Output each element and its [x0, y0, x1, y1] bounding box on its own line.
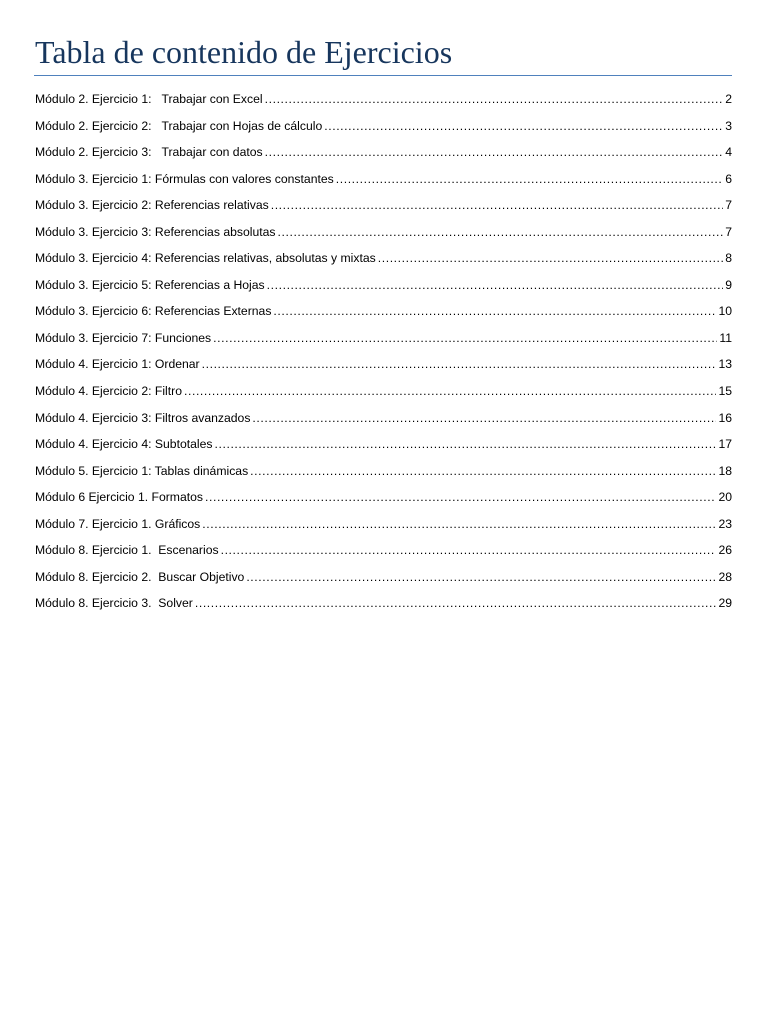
toc-entry[interactable]: [35, 464, 732, 491]
toc-entry-page: 15: [718, 384, 732, 399]
toc-entry-page: 17: [718, 437, 732, 452]
toc-dot-leader: [273, 304, 716, 318]
toc-entry-page: 13: [718, 357, 732, 372]
toc-entry[interactable]: [35, 411, 732, 438]
toc-entry[interactable]: [35, 570, 732, 597]
toc-entry-label: Módulo 2. Ejercicio 2: Trabajar con Hojas de cálculo: [35, 118, 323, 133]
toc-dot-leader: [278, 225, 724, 239]
toc-dot-leader: [267, 278, 724, 292]
toc-list: [35, 92, 732, 623]
toc-dot-leader: [221, 543, 717, 557]
toc-entry-page: 7: [725, 224, 732, 239]
toc-entry-page: 7: [725, 198, 732, 213]
toc-entry-label: Módulo 3. Ejercicio 1: Fórmulas con valores constantes: [35, 171, 334, 186]
toc-entry[interactable]: [35, 304, 732, 331]
toc-entry[interactable]: [35, 357, 732, 384]
toc-entry-page: 8: [725, 251, 732, 266]
toc-entry-page: 28: [718, 569, 732, 584]
toc-entry-page: 9: [725, 277, 732, 292]
toc-entry[interactable]: [35, 251, 732, 278]
toc-entry-label: Módulo 5. Ejercicio 1: Tablas dinámicas: [35, 463, 249, 478]
toc-entry-page: 29: [718, 596, 732, 611]
title-underline: [34, 75, 732, 76]
toc-dot-leader: [195, 596, 717, 610]
toc-entry-label: Módulo 3. Ejercicio 3: Referencias absolutas: [35, 224, 276, 239]
toc-entry-page: 6: [725, 171, 732, 186]
toc-entry-label: Módulo 7. Ejercicio 1. Gráficos: [35, 516, 201, 531]
toc-entry[interactable]: [35, 172, 732, 199]
toc-dot-leader: [252, 411, 716, 425]
toc-dot-leader: [324, 119, 723, 133]
toc-dot-leader: [265, 145, 724, 159]
toc-entry-label: Módulo 3. Ejercicio 6: Referencias Externas: [35, 304, 272, 319]
toc-dot-leader: [213, 331, 717, 345]
toc-entry[interactable]: [35, 331, 732, 358]
toc-dot-leader: [184, 384, 716, 398]
toc-entry-page: 3: [725, 118, 732, 133]
toc-entry-page: 16: [718, 410, 732, 425]
toc-entry-label: Módulo 6 Ejercicio 1. Formatos: [35, 490, 203, 505]
toc-entry[interactable]: [35, 437, 732, 464]
toc-entry-label: Módulo 8. Ejercicio 1. Escenarios: [35, 543, 219, 558]
toc-entry[interactable]: [35, 119, 732, 146]
toc-dot-leader: [202, 517, 716, 531]
toc-entry-label: Módulo 2. Ejercicio 1: Trabajar con Excel: [35, 92, 263, 106]
toc-dot-leader: [205, 490, 716, 504]
toc-entry[interactable]: [35, 490, 732, 517]
toc-entry-label: Módulo 3. Ejercicio 7: Funciones: [35, 330, 212, 345]
toc-entry-label: Módulo 3. Ejercicio 5: Referencias a Hojas: [35, 277, 265, 292]
toc-dot-leader: [246, 570, 716, 584]
toc-entry-page: 23: [718, 516, 732, 531]
toc-entry[interactable]: [35, 225, 732, 252]
toc-entry-page: 20: [718, 490, 732, 505]
toc-entry-label: Módulo 3. Ejercicio 4: Referencias relativas, absolutas y mixtas: [35, 251, 376, 266]
toc-entry-label: Módulo 4. Ejercicio 1: Ordenar: [35, 357, 200, 372]
toc-entry-page: 10: [718, 304, 732, 319]
toc-entry-label: Módulo 3. Ejercicio 2: Referencias relativas: [35, 198, 269, 213]
toc-entry[interactable]: [35, 145, 732, 172]
toc-entry[interactable]: [35, 384, 732, 411]
toc-entry-label: Módulo 8. Ejercicio 2. Buscar Objetivo: [35, 569, 245, 584]
toc-entry[interactable]: [35, 278, 732, 305]
toc-entry-label: Módulo 4. Ejercicio 2: Filtro: [35, 384, 182, 399]
toc-entry-page: 26: [718, 543, 732, 558]
toc-entry[interactable]: [35, 543, 732, 570]
toc-entry[interactable]: [35, 92, 732, 119]
toc-title: Tabla de contenido de Ejercicios: [35, 34, 453, 70]
toc-entry-page: 2: [725, 92, 732, 106]
toc-dot-leader: [250, 464, 716, 478]
toc-entry-page: 4: [725, 145, 732, 160]
toc-entry[interactable]: [35, 517, 732, 544]
toc-entry-label: Módulo 4. Ejercicio 3: Filtros avanzados: [35, 410, 251, 425]
toc-entry-page: 11: [719, 330, 732, 345]
toc-entry-label: Módulo 8. Ejercicio 3. Solver: [35, 596, 193, 611]
toc-entry-label: Módulo 4. Ejercicio 4: Subtotales: [35, 437, 213, 452]
toc-entry-label: Módulo 2. Ejercicio 3: Trabajar con datos: [35, 145, 263, 160]
toc-dot-leader: [202, 357, 717, 371]
toc-entry-page: 18: [718, 463, 732, 478]
toc-entry[interactable]: [35, 596, 732, 623]
toc-dot-leader: [215, 437, 717, 451]
toc-dot-leader: [271, 198, 724, 212]
toc-dot-leader: [265, 92, 724, 106]
toc-dot-leader: [336, 172, 723, 186]
toc-entry[interactable]: [35, 198, 732, 225]
toc-dot-leader: [378, 251, 723, 265]
